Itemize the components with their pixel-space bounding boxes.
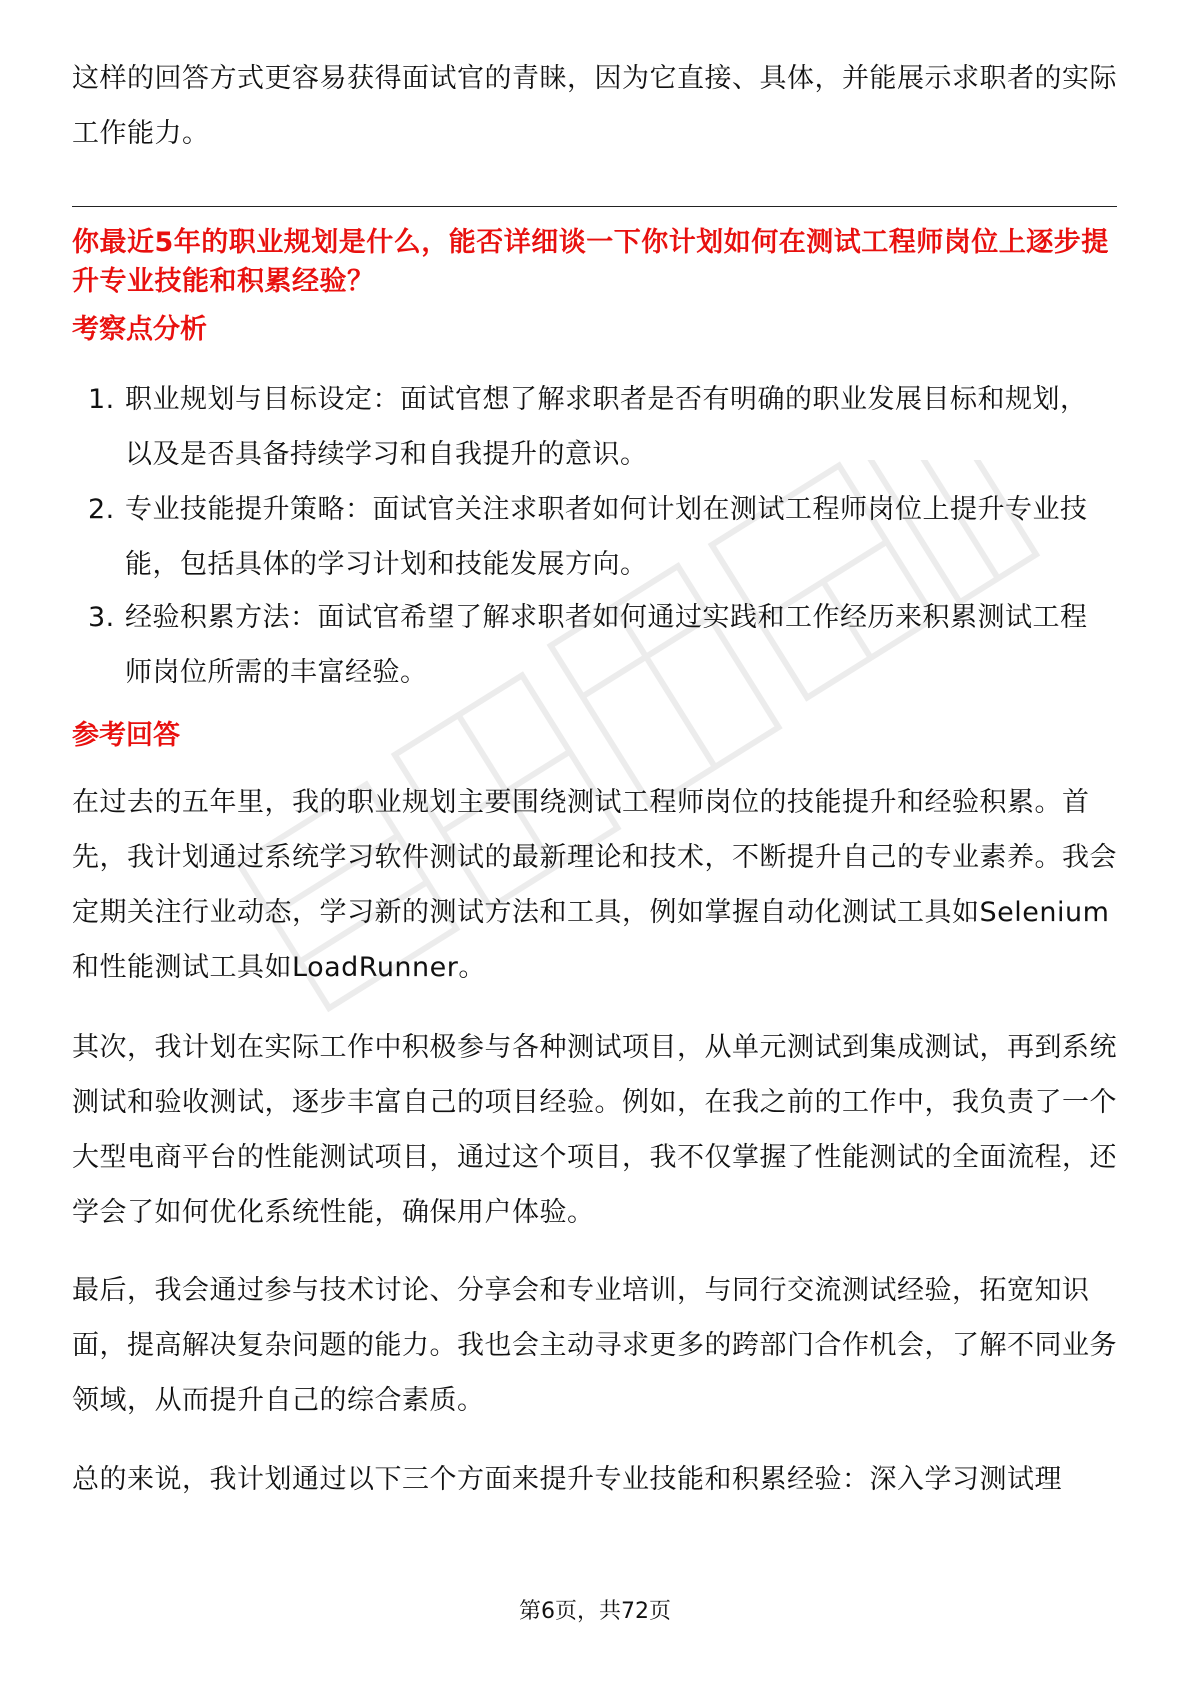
- analysis-item-3: [72, 590, 1117, 700]
- answer-paragraph-3: 最后，我会通过参与技术讨论、分享会和专业培训，与同行交流测试经验，拓宽知识面，提高解决复杂问题的能力。我也会主动寻求更多的跨部门合作机会，了解不同业务领域，从而提升自己的综合素质。: [72, 1275, 1117, 1416]
- section-divider: [72, 206, 1117, 207]
- answer-paragraph-4: 总的来说，我计划通过以下三个方面来提升专业技能和积累经验：深入学习测试理: [72, 1464, 1062, 1495]
- analysis-item-text: 职业规划与目标设定：面试官想了解求职者是否有明确的职业发展目标和规划，以及是否具备持续学习和自我提升的意识。: [125, 384, 1088, 470]
- question-heading: 你最近5年的职业规划是什么，能否详细谈一下你计划如何在测试工程师岗位上逐步提升专业技能和积累经验？: [72, 227, 1109, 297]
- analysis-item-text: 专业技能提升策略：面试官关注求职者如何计划在测试工程师岗位上提升专业技能，包括具体的学习计划和技能发展方向。: [125, 494, 1088, 580]
- analysis-item-1: [72, 372, 1117, 482]
- page-number: 第6页，共72页: [519, 1599, 671, 1624]
- intro-paragraph: 这样的回答方式更容易获得面试官的青睐，因为它直接、具体，并能展示求职者的实际工作能力。: [72, 63, 1117, 149]
- analysis-item-number: 1.: [88, 384, 115, 415]
- analysis-item-number: 2.: [88, 494, 115, 525]
- answer-title: 参考回答: [72, 720, 180, 751]
- analysis-item-2: [72, 482, 1117, 592]
- analysis-item-number: 3.: [88, 602, 115, 633]
- answer-paragraph-2: 其次，我计划在实际工作中积极参与各种测试项目，从单元测试到集成测试，再到系统测试和验收测试，逐步丰富自己的项目经验。例如，在我之前的工作中，我负责了一个大型电商平台的性能测试项目，通过这个项目，我不仅掌握了性能测试的全面流程，还学会了如何优化系统性能，确保用户体验。: [72, 1032, 1117, 1228]
- answer-paragraph-1: 在过去的五年里，我的职业规划主要围绕测试工程师岗位的技能提升和经验积累。首先，我计划通过系统学习软件测试的最新理论和技术，不断提升自己的专业素养。我会定期关注行业动态，学习新的测试方法和工具，例如掌握自动化测试工具如Selenium和性能测试工具如LoadRunner。: [72, 787, 1117, 983]
- analysis-title: 考察点分析: [72, 314, 207, 345]
- analysis-item-text: 经验积累方法：面试官希望了解求职者如何通过实践和工作经历来积累测试工程师岗位所需的丰富经验。: [125, 602, 1088, 688]
